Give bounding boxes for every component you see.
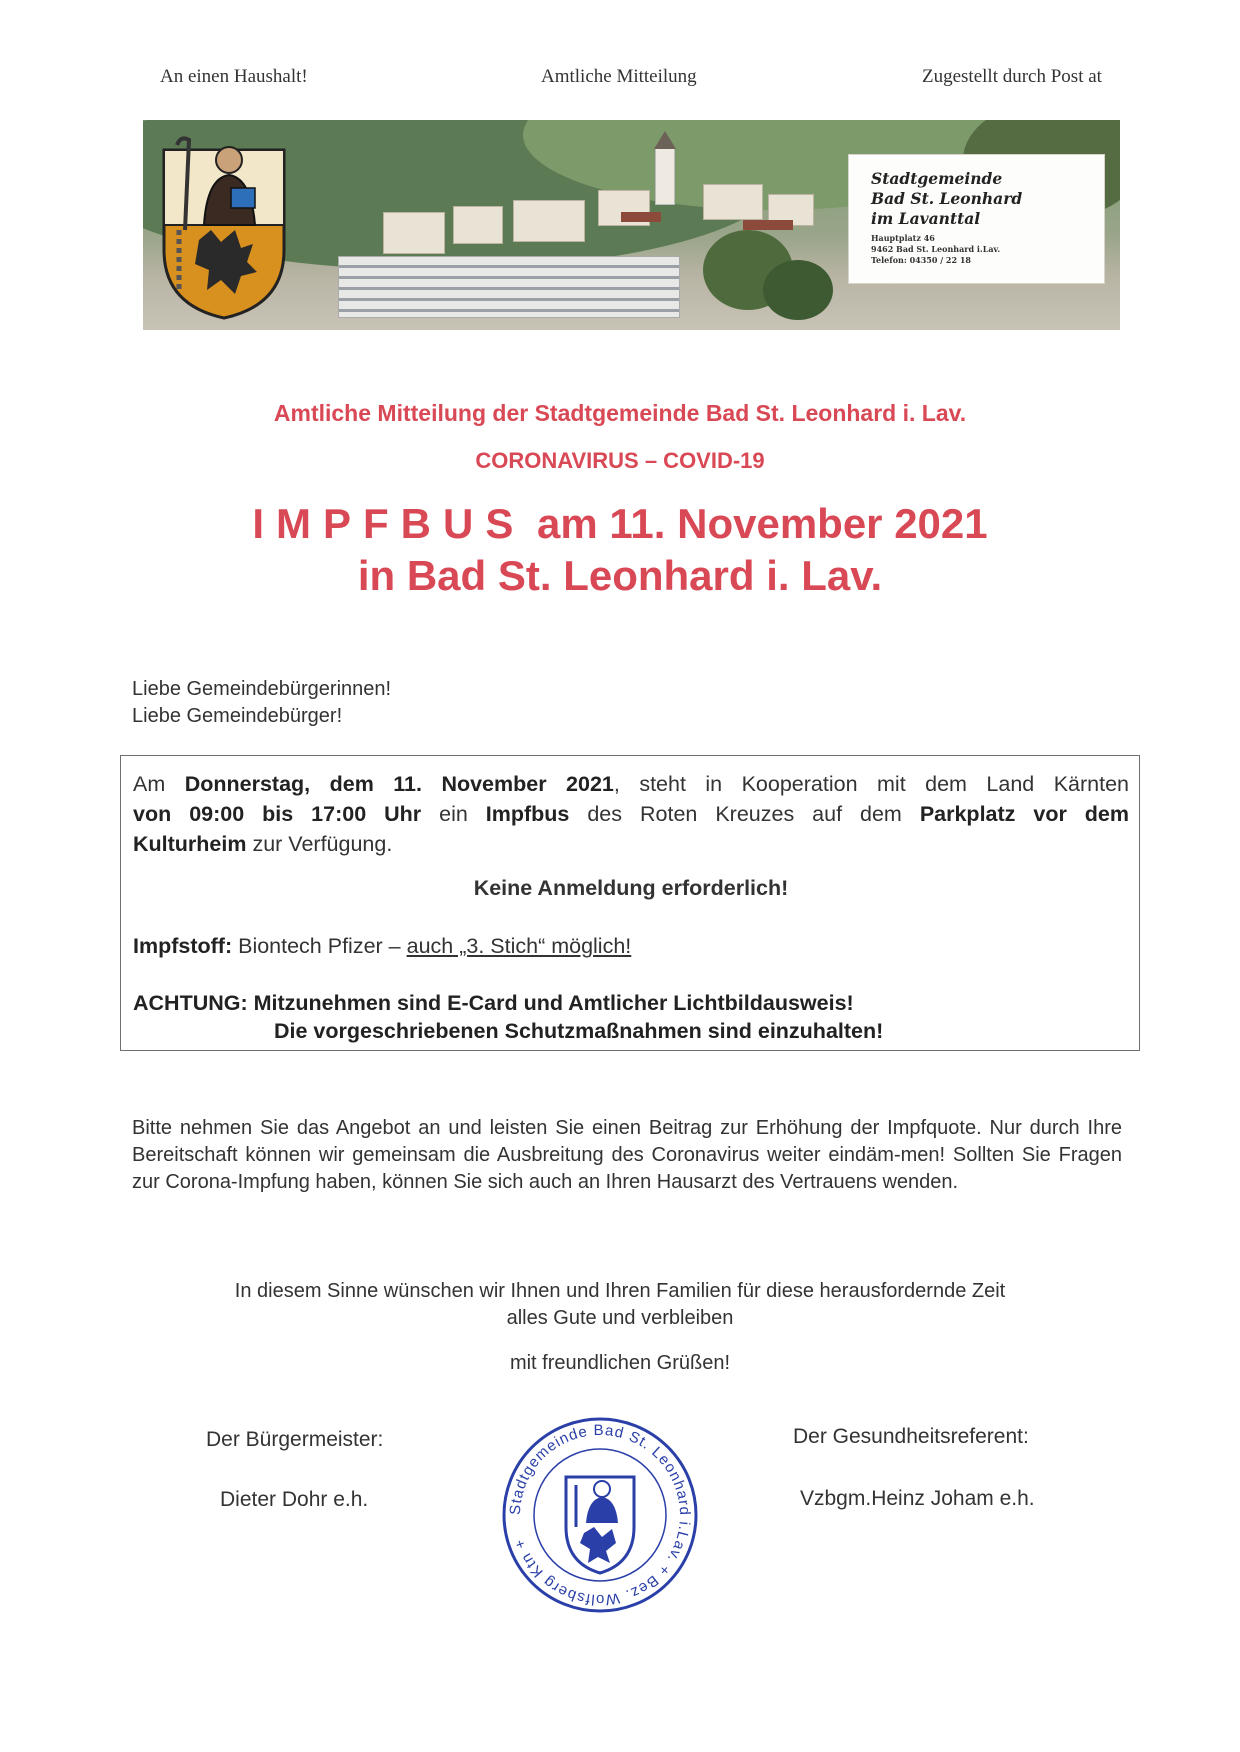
health-officer-name: Vzbgm.Heinz Joham e.h. [800,1487,1035,1510]
text: ein [421,802,486,826]
attention-line1: ACHTUNG: Mitzunehmen sind E-Card und Amtlicher Lichtbildausweis! [133,991,854,1015]
no-registration-note: Keine Anmeldung erforderlich! [473,876,789,900]
coat-of-arms-icon [149,130,299,320]
info-box [120,755,1140,1051]
stamp-text: Stadtgemeinde Bad St. Leonhard i.Lav. + Bez. Wolfsberg Ktn + [506,1421,694,1609]
official-stamp-icon [500,1415,700,1615]
vaccine-line [133,934,1129,959]
address-line1: Stadtgemeinde [871,169,1003,188]
location-text: Parkplatz vor dem [919,802,1130,826]
covid-heading: CORONAVIRUS – COVID-19 [475,448,765,473]
attention-line2: Die vorgeschriebenen Schutzmaßnahmen sind einzuhalten! [274,1019,884,1043]
address-box [849,155,1104,283]
greeting-line2: Liebe Gemeindebürger! [132,705,343,727]
info-line2 [133,802,1129,827]
address-street: Hauptplatz 46 [871,233,935,243]
text: des Roten Kreuzes auf dem [569,802,920,826]
building [338,256,680,318]
vaccine-value: Biontech Pfizer – [232,934,407,958]
booster-note: auch „3. Stich“ möglich! [406,934,632,958]
mayor-role: Der Bürgermeister: [206,1428,384,1451]
address-line2: Bad St. Leonhard [871,189,1023,208]
info-line3 [133,832,1129,857]
official-heading: Amtliche Mitteilung der Stadtgemeinde Bad St. Leonhard i. Lav. [273,400,967,426]
address-phone: Telefon: 04350 / 22 18 [871,255,971,265]
main-title-line2: in Bad St. Leonhard i. Lav. [357,552,883,599]
closing-line2: alles Gute und verbleiben [506,1307,734,1329]
time-text: von 09:00 bis 17:00 Uhr [133,802,422,826]
greeting-line1: Liebe Gemeindebürgerinnen! [132,678,392,700]
text: , steht in Kooperation mit dem Land Kärnten [613,772,1129,796]
header-banner [143,120,1120,330]
body-paragraph: Bitte nehmen Sie das Angebot an und leisten Sie einen Beitrag zur Erhöhung der Impfquote. Nur durch Ihre Bereitschaft können wir gemeinsam die Ausbreitung des Coronavirus weiter eindäm-men! Sollten Sie Fragen zur Corona-Impfung haben, können Sie sich auch an Ihren Hausarzt des Vertrauens wenden. [132,1117,1122,1193]
closing-line1: In diesem Sinne wünschen wir Ihnen und Ihren Familien für diese herausfordernde Zeit [234,1280,1006,1302]
text: zur Verfügung. [246,832,393,856]
title-impfbus: IMPFBUS [252,500,526,547]
mayor-name: Dieter Dohr e.h. [220,1488,369,1511]
health-officer-role: Der Gesundheitsreferent: [793,1425,1029,1448]
text: Am [133,772,185,796]
address-city: 9462 Bad St. Leonhard i.Lav. [871,244,1001,254]
header-center: Amtliche Mitteilung [541,66,697,87]
church-tower [655,148,675,205]
info-line1 [133,772,1129,797]
location-text: Kulturheim [133,832,247,856]
header-left: An einen Haushalt! [160,66,308,87]
header-right: Zugestellt durch Post at [922,66,1102,87]
closing-line3: mit freundlichen Grüßen! [509,1352,731,1374]
impfbus-text: Impfbus [485,802,570,826]
main-title-line1 [0,500,1240,548]
date-text: Donnerstag, dem 11. November 2021 [184,772,614,796]
title-date: am 11. November 2021 [537,500,988,547]
vaccine-label: Impfstoff: [133,934,233,958]
address-line3: im Lavanttal [871,209,981,228]
